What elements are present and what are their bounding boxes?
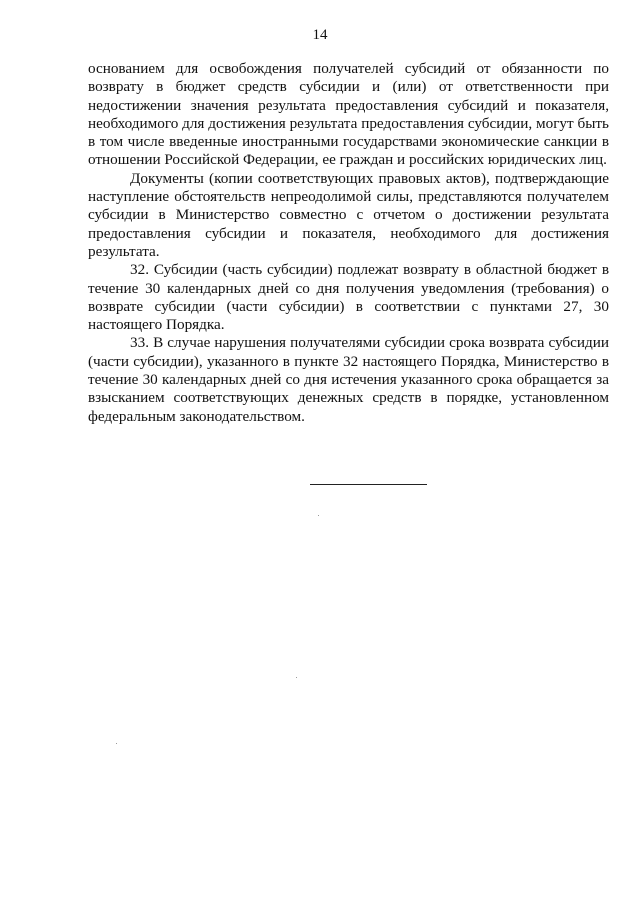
paragraph-continuation: основанием для освобождения получателей субсидий от обязанности по возврату в бюджет средств субсидии и (или) от ответственности при недостижении значения результата предоставления субсидий и показателя, необходимого для достижения результата предоставления субсидии, могут быть в том числе введенные иностранными государствами экономические санкции в отношении Российской Федерации, ее граждан и российских юридических лиц. — [88, 60, 609, 169]
scan-speck — [296, 677, 297, 678]
paragraph-item-32: 32. Субсидии (часть субсидии) подлежат возврату в областной бюджет в течение 30 календарных дней со дня получения уведомления (требования) о возврате субсидии (части субсидии) в соответствии с пунктами 27, 30 настоящего Порядка. — [88, 261, 609, 334]
paragraph-item-33: 33. В случае нарушения получателями субсидии срока возврата субсидии (части субсидии), указанного в пункте 32 настоящего Порядка, Министерство в течение 30 календарных дней со дня истечения указанного срока обращается за взысканием соответствующих денежных средств в порядке, установленном федеральным законодательством. — [88, 334, 609, 425]
scan-speck — [318, 515, 319, 516]
document-body — [88, 60, 609, 426]
scan-speck — [116, 743, 117, 744]
end-separator-line — [310, 484, 427, 485]
paragraph-documents: Документы (копии соответствующих правовых актов), подтверждающие наступление обстоятельств непреодолимой силы, представляются получателем субсидии в Министерство совместно с отчетом о достижении результата предоставления субсидии и показателя, необходимого для достижения результата. — [88, 169, 609, 260]
page-number: 14 — [312, 27, 328, 43]
